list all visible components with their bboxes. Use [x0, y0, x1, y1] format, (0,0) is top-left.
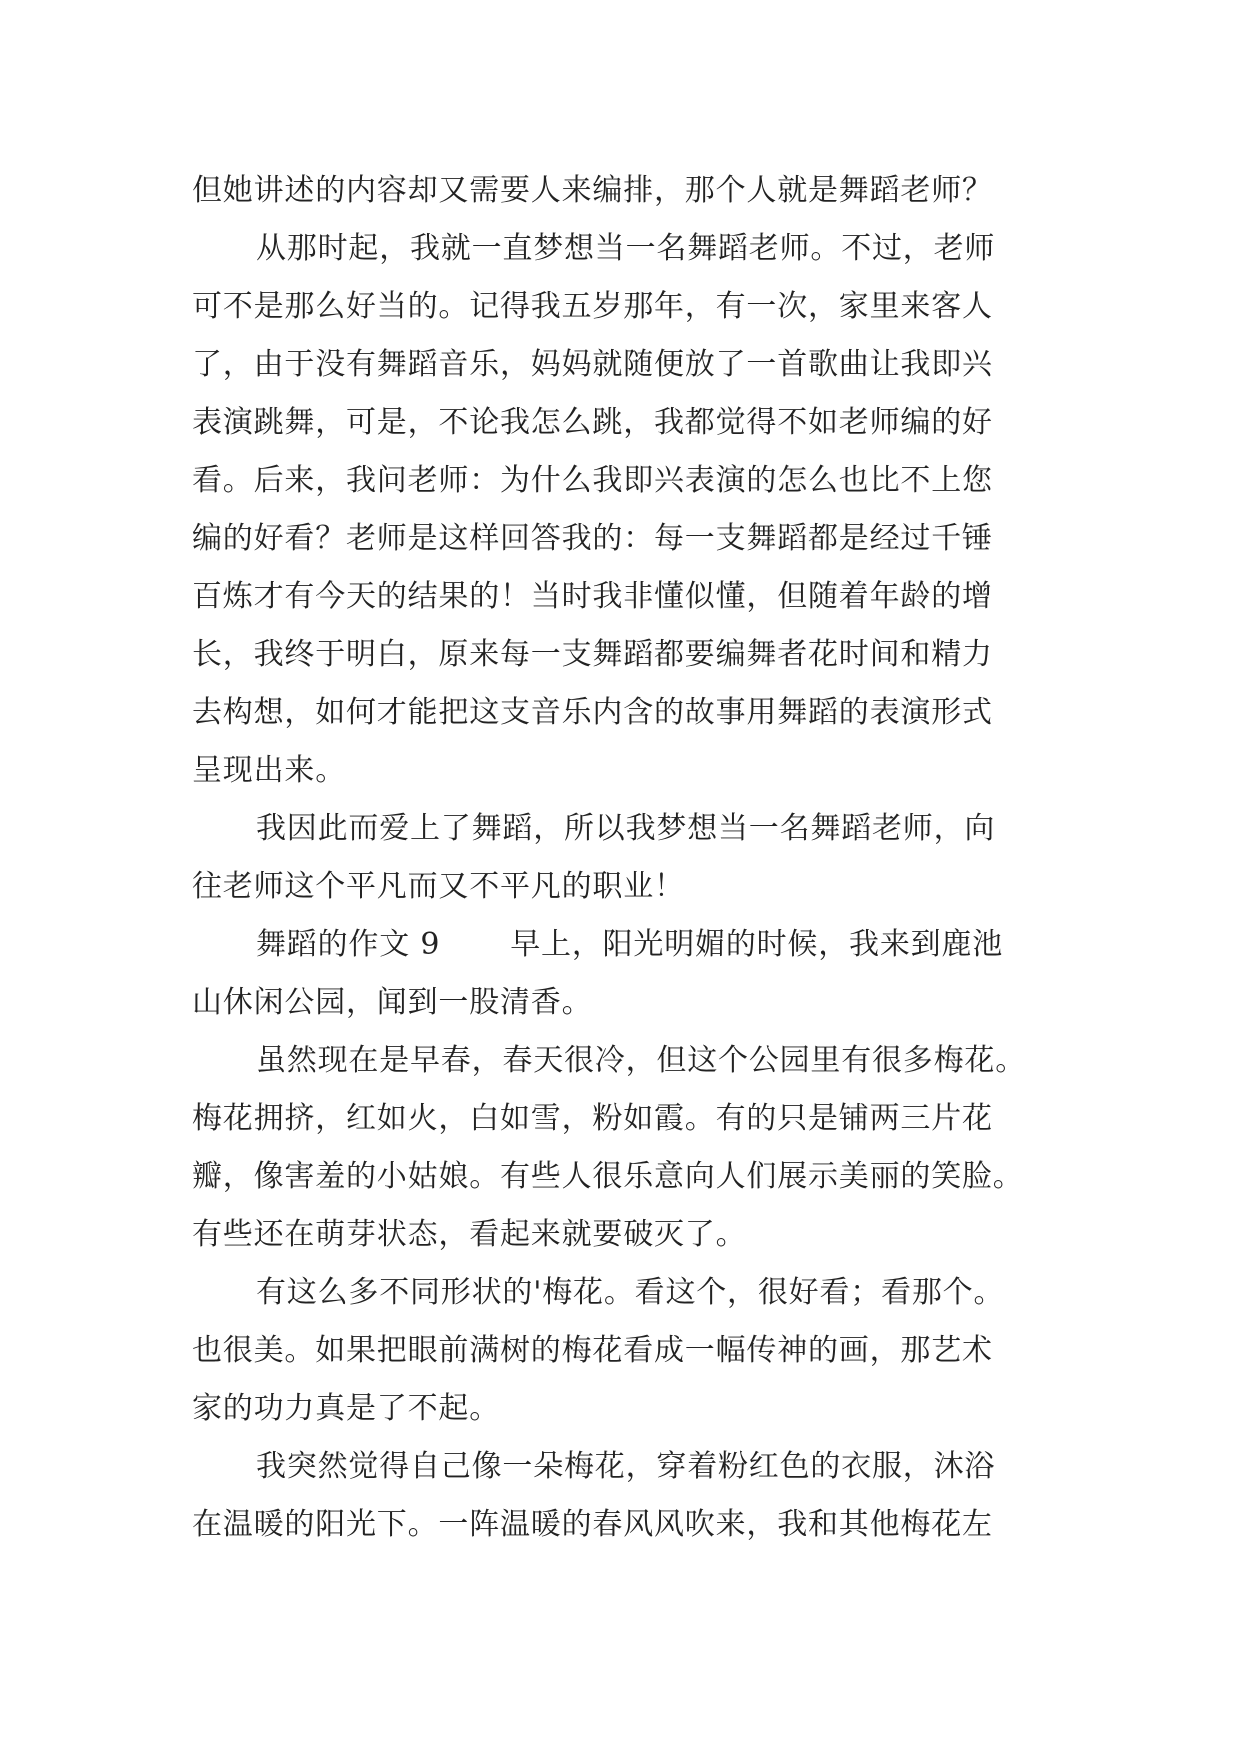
text-line: 表演跳舞，可是，不论我怎么跳，我都觉得不如老师编的好 [192, 405, 993, 440]
text-line: 了，由于没有舞蹈音乐，妈妈就随便放了一首歌曲让我即兴 [192, 347, 993, 382]
text-line: 长，我终于明白，原来每一支舞蹈都要编舞者花时间和精力 [192, 637, 993, 672]
text-line: 山休闲公园，闻到一股清香。 [192, 985, 593, 1020]
text-line: 梅花拥挤，红如火，白如雪，粉如霞。有的只是铺两三片花 [192, 1101, 993, 1136]
text-line: 去构想，如何才能把这支音乐内含的故事用舞蹈的表演形式 [192, 695, 993, 730]
text-line: 但她讲述的内容却又需要人来编排，那个人就是舞蹈老师？ [192, 173, 993, 208]
document-body [192, 162, 1052, 1554]
paragraph-start: 有这么多不同形状的'梅花。看这个，很好看；看那个。 [256, 1275, 1005, 1310]
text-line: 家的功力真是了不起。 [192, 1391, 500, 1426]
text-line: 百炼才有今天的结果的！当时我非懂似懂，但随着年龄的增 [192, 579, 993, 614]
text-line: 编的好看？老师是这样回答我的：每一支舞蹈都是经过千锤 [192, 521, 993, 556]
text-line: 看。后来，我问老师：为什么我即兴表演的怎么也比不上您 [192, 463, 993, 498]
paragraph-start: 我因此而爱上了舞蹈，所以我梦想当一名舞蹈老师，向 [256, 811, 996, 846]
section-first-text: 早上，阳光明媚的时候，我来到鹿池 [510, 927, 1004, 962]
paragraph-start: 虽然现在是早春，春天很冷，但这个公园里有很多梅花。 [256, 1043, 1026, 1078]
section-title: 舞蹈的作文 9 [256, 927, 441, 962]
text-line: 往老师这个平凡而又不平凡的职业！ [192, 869, 685, 904]
paragraph-start: 我突然觉得自己像一朵梅花，穿着粉红色的衣服，沐浴 [256, 1449, 996, 1484]
text-line: 在温暖的阳光下。一阵温暖的春风风吹来，我和其他梅花左 [192, 1507, 993, 1542]
text-line: 也很美。如果把眼前满树的梅花看成一幅传神的画，那艺术 [192, 1333, 993, 1368]
text-line: 可不是那么好当的。记得我五岁那年，有一次，家里来客人 [192, 289, 993, 324]
section-heading-line [192, 916, 1052, 974]
text-line: 瓣，像害羞的小姑娘。有些人很乐意向人们展示美丽的笑脸。 [192, 1159, 1024, 1194]
text-line: 有些还在萌芽状态，看起来就要破灭了。 [192, 1217, 747, 1252]
text-line: 呈现出来。 [192, 753, 346, 788]
paragraph-start: 从那时起，我就一直梦想当一名舞蹈老师。不过，老师 [256, 231, 996, 266]
